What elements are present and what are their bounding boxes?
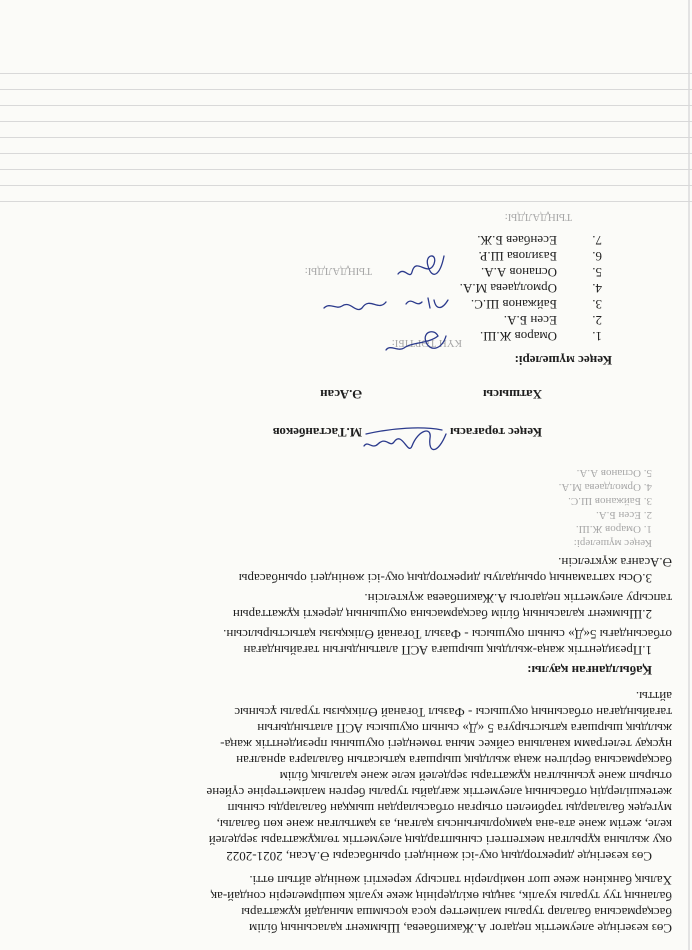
para2-line8: нұсқау телеграмм каналына сәйкес мына төмендегі оқушыны президенттік жаңа- xyxy=(220,737,672,752)
member-6-name: Базилова Ш.Р. xyxy=(478,249,557,264)
para2-line7: басқармасына берілген жаңа жылдық шыршаға қатысатын балаларға арналған xyxy=(236,753,672,768)
secretary-label: Хатшысы xyxy=(483,387,542,402)
member-2-num: 2. xyxy=(592,313,602,328)
member-4-num: 4. xyxy=(592,281,602,296)
para2-line5: жетекшілердің отбасының әлеуметтік жағдайы туралы берген мәліметтеріне сүйене xyxy=(206,785,672,800)
bleed-item5: 5. Оспанов А.А. xyxy=(576,467,652,479)
resolution-point1-line2: отбасындағы 5«Д» сынып оқушысы - Фазыл Тоғанай Өлікқызы қатыстырылсын. xyxy=(223,627,672,642)
member-3-signature-icon xyxy=(322,288,452,318)
member-2-name: Есен Б.А. xyxy=(503,313,557,328)
bleed-line-1 xyxy=(0,201,692,202)
bleed-item4: 4. Ормолдаева М.А. xyxy=(558,481,652,493)
resolution-point2-line1: 2.Шымкент қаласының білім басқармасына оқушының деректі құжаттарын xyxy=(232,607,652,622)
para2-line4: мүгедек балаларды тәрбиелеп отырған отбасылардан шыққан балаларды сынып xyxy=(227,801,672,816)
bleed-heard: ТЫҢДАЛДЫ: xyxy=(304,265,372,277)
bleed-line-7 xyxy=(0,105,692,106)
bleed-item1: 1. Омаров Ж.Ш. xyxy=(575,523,652,535)
member-6-signature-icon xyxy=(392,246,452,286)
para2-line6: отырып және ұсынылған құжаттары зерделей келе және қалалық білім xyxy=(279,769,672,784)
para1-line3: баланың туу туралы куәлік, заңды өкілдерінің жеке куәлік көшірмелерін сондай-ақ xyxy=(210,889,672,904)
bleed-line-4 xyxy=(0,153,692,154)
member-3-name: Байжанов Ш.С. xyxy=(470,297,557,312)
bleed-line-6 xyxy=(0,121,692,122)
para2-line2: оқу жылына құрылған мектептегі сыныптардың әлеуметтік төлқұжаттары зерделей xyxy=(208,833,672,848)
resolution-point3-line2: Ә.Асанға жүктелсін. xyxy=(558,555,672,570)
bleed-item2: 2. Есен Б.А. xyxy=(595,509,652,521)
para2-line3: келе, жетім және ата-ана қамқорлығынсыз қалған, аз қамтылған және көп балалы, xyxy=(216,817,672,832)
para2-line9: жылдық шыршаға қатыстыруға 5 «Д» сынып оқушысы АСП алатындығын xyxy=(257,721,672,736)
resolution-point2-line2: тапсыру әлеуметтік педагогы А.Жакипбаева жүктелсін. xyxy=(364,591,672,606)
member-5-name: Оспанов А.А. xyxy=(480,265,557,280)
member-7-num: 7. xyxy=(592,233,602,248)
bleed-line-3 xyxy=(0,169,692,170)
para1-line4: Халық банкінен жеке шот нөмірлерін тапсыру керектігі жөнінде айтып өтті. xyxy=(249,873,672,888)
member-7-name: Есенбаев Б.Ж. xyxy=(477,233,557,248)
member-1-name: Омаров Ж.Ш. xyxy=(480,329,557,344)
resolution-title: Қабылданған қаулы: xyxy=(527,663,652,678)
para1-line2: басқармасына балалар туралы мәліметтер қоса қосымша мынадай құжаттары xyxy=(241,905,672,920)
resolution-point3-line1: 3.Осы хаттаманың орындалуы директордың оқу-ісі жөніндегі орынбасары xyxy=(238,571,652,586)
member-4-name: Ормолдаева М.А. xyxy=(459,281,557,296)
member-6-num: 6. xyxy=(592,249,602,264)
para2-line10: тағайындаған отбасының оқушысы - Фазыл Тоғанай Өлікқызы туралы ұсыныс xyxy=(234,705,672,720)
bleed-line-9 xyxy=(0,73,692,74)
para2-line11: айтты. xyxy=(635,689,672,704)
bleed-header: Кеңес мүшелері: xyxy=(573,537,652,549)
chair-signature-icon xyxy=(362,420,452,460)
member-1-signature-icon xyxy=(382,326,452,356)
bleed-line-8 xyxy=(0,89,692,90)
member-5-num: 5. xyxy=(592,265,602,280)
bleed-heard-2: ТЫҢДАЛДЫ: xyxy=(504,211,572,223)
chair-label: Кеңес төрағасы xyxy=(449,425,542,440)
para2-line1: Сөз кезегінде директордың оқу-ісі жөніндегі орынбасары Ә.Асан, 2021-2022 xyxy=(226,849,652,864)
para1-line1: Сөз кезегінде әлеуметтік педагог А.Жакипбаева, Шымкент қаласының білім xyxy=(248,921,672,936)
member-1-num: 1. xyxy=(592,329,602,344)
secretary-name: Ә.Асан xyxy=(320,387,362,402)
bleed-line-2 xyxy=(0,185,692,186)
members-label: Кеңес мүшелері: xyxy=(514,353,612,368)
resolution-point1-line1: 1.Президенттік жаңа-жылдық шыршаға АСП алатындығын тағайындаған xyxy=(243,643,652,658)
bleed-line-5 xyxy=(0,137,692,138)
member-3-num: 3. xyxy=(592,297,602,312)
bleed-agenda: КҮН ТӘРТІБІ: xyxy=(391,337,462,349)
bleed-item3: 3. Байжанов Ш.С. xyxy=(568,495,652,507)
chair-name: М.Тастанбеков xyxy=(272,425,362,440)
